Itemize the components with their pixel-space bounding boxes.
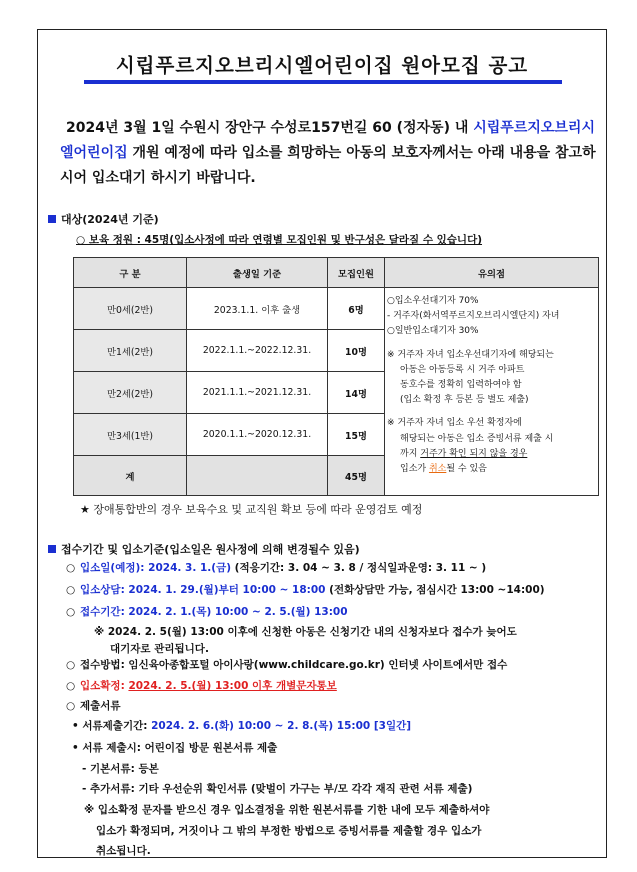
special-class-note: ★ 장애통합반의 경우 보육수요 및 교직원 확보 등에 따라 운영검토 예정 [80,503,423,516]
item-documents: ○ 제출서류 [66,700,121,712]
total-count: 45명 [328,456,385,496]
quota-line: ○ 보육 정원 : 45명(입소사정에 따라 연령별 모집인원 및 반구성은 달라질 수 있습니다) [76,234,483,246]
birth-cell: 2023.1.1. 이후 출생 [187,288,328,330]
col-header-capacity: 모집인원 [328,258,385,288]
birth-cell: 2021.1.1.~2021.12.31. [187,372,328,414]
item-admission-date: ○ 입소일(예정): 2024. 3. 1.(금) (적응기간: 3. 04 ~ 3. 8 / 정식일과운영: 3. 11 ~ ) [66,562,487,574]
count-cell: 15명 [328,414,385,456]
table-header-row [74,258,599,288]
birth-cell: 2020.1.1.~2020.12.31. [187,414,328,456]
note-line: (입소 확정 후 등본 등 별도 제출) [400,395,529,406]
count-cell: 6명 [328,288,385,330]
age-cell: 만1세(2반) [74,330,187,372]
note-line: ○일반입소대기자 30% [387,326,479,337]
docs-warning-1: ※ 입소확정 문자를 받으신 경우 입소결정을 위한 원본서류를 기한 내에 모두 제출하셔야 [84,804,490,816]
col-header-birthdate: 출생일 기준 [187,258,328,288]
section-target-heading: 대상(2024년 기준) [48,211,159,227]
note-line: 아동은 아동등록 시 거주 아파트 [400,364,525,375]
note-line: 까지 거주가 확인 되지 않을 경우 [400,448,528,459]
note-line: ※ 거주자 자녀 입소우선대기자에 해당되는 [387,349,554,360]
notice-frame [37,29,607,858]
item-admission-confirm: ○ 입소확정: 2024. 2. 5.(월) 13:00 이후 개별문자통보 [66,680,337,692]
intro-paragraph [60,116,600,191]
age-cell: 만2세(2반) [74,372,187,414]
application-period-note: ※ 2024. 2. 5(월) 13:00 이후에 신청한 아동은 신청기간 내의 신청자보다 접수가 늦어도 [94,626,517,638]
item-application-method: ○ 접수방법: 임신육아종합포털 아이사랑(www.childcare.go.kr) 인터넷 사이트에서만 접수 [66,659,508,671]
intro-daycare-name: 시립푸르지오브리시엘어린이집 [60,120,595,161]
total-empty [187,456,328,496]
intro-text-2: 개원 예정에 따라 입소를 희망하는 아동의 보호자께서는 아래 내용을 참고하시어 입소대기 하시기 바랍니다. [60,145,596,186]
docs-submission: • 서류 제출시: 어린이집 방문 원본서류 제출 [72,742,278,754]
age-cell: 만3세(1반) [74,414,187,456]
application-period-note-2: 대기자로 관리됩니다. [110,643,209,655]
docs-warning-2: 입소가 확정되며, 거짓이나 그 밖의 부정한 방법으로 증빙서류를 제출할 경우 입소가 [96,825,482,837]
docs-basic: - 기본서류: 등본 [82,763,159,775]
note-line: ○입소우선대기자 70% [387,296,479,306]
birth-cell: 2022.1.1.~2022.12.31. [187,330,328,372]
enrollment-table [73,257,599,496]
note-line: 입소가 취소될 수 있음 [400,464,487,475]
docs-additional: - 추가서류: 기타 우선순위 확인서류 (맞벌이 가구는 부/모 각각 재직 관련 서류 제출) [82,783,473,795]
cancel-word: 취소 [428,464,447,475]
intro-text-1: 2024년 3월 1일 수원시 장안구 수성로157번길 60 (정자동) 내 [66,120,474,136]
note-line: 동호수를 정확히 입력하여야 함 [400,380,522,391]
count-cell: 14명 [328,372,385,414]
docs-period: • 서류제출기간: 2024. 2. 6.(화) 10:00 ~ 2. 8.(목) 15:00 [3일간] [72,720,412,732]
col-header-category: 구 분 [74,258,187,288]
age-cell: 만0세(2반) [74,288,187,330]
square-bullet-icon [48,545,56,553]
page-title: 시립푸르지오브리시엘어린이집 원아모집 공고 [115,54,529,77]
item-application-period: ○ 접수기간: 2024. 2. 1.(목) 10:00 ~ 2. 5.(월) 13:00 [66,606,348,618]
total-label: 계 [74,456,187,496]
note-line: - 거주자(화서역푸르지오브리시엘단지) 자녀 [387,311,560,322]
count-cell: 10명 [328,330,385,372]
title-underline [84,80,562,84]
col-header-notes: 유의점 [385,258,599,288]
note-line: 해당되는 아동은 입소 증빙서류 제출 시 [400,433,554,444]
note-line: ※ 거주자 자녀 입소 우선 확정자에 [387,418,522,429]
notes-cell [385,288,599,496]
section-application-heading: 접수기간 및 입소기준(입소일은 원사정에 의해 변경될수 있음) [48,541,360,557]
square-bullet-icon [48,215,56,223]
item-consultation: ○ 입소상담: 2024. 1. 29.(월)부터 10:00 ~ 18:00 (전화상담만 가능, 점심시간 13:00 ~14:00) [66,584,545,596]
table-row [74,288,599,330]
docs-warning-3: 취소됩니다. [96,845,151,857]
